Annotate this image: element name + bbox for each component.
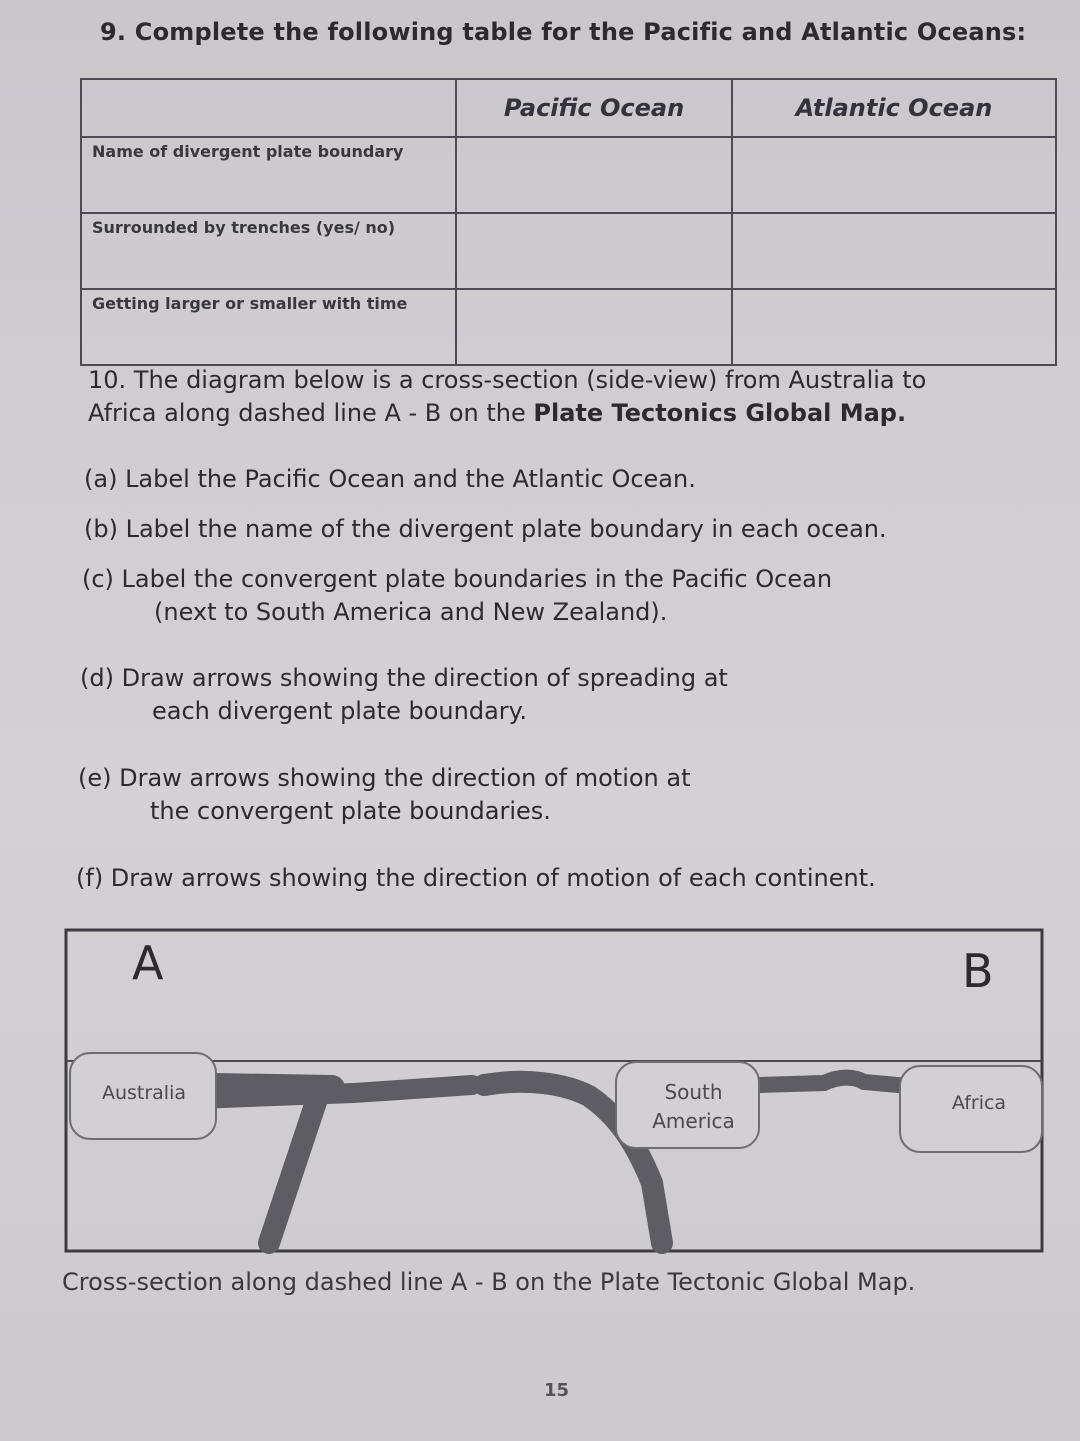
instruction-d-line2: each divergent plate boundary.: [152, 697, 528, 725]
plate-segment-atlantic: [759, 1078, 909, 1086]
row-label-trenches: Surrounded by trenches (yes/ no): [81, 213, 456, 289]
south-america-label-line2: America: [652, 1109, 735, 1133]
header-pacific-ocean: Pacific Ocean: [456, 79, 732, 137]
instruction-e-line2: the convergent plate boundaries.: [150, 797, 551, 825]
cross-section-drawing: [64, 928, 1044, 1254]
instruction-e: [78, 762, 691, 828]
table-header-row: [81, 79, 1056, 137]
instruction-c-line1: (c) Label the convergent plate boundaries in the Pacific Ocean: [82, 565, 833, 593]
cross-section-diagram: [64, 928, 1044, 1254]
header-atlantic-ocean: Atlantic Ocean: [732, 79, 1056, 137]
page-number: 15: [544, 1380, 570, 1401]
row-label-divergent-boundary: Name of divergent plate boundary: [81, 137, 456, 213]
ocean-comparison-table: [80, 78, 1057, 366]
map-name-bold: Plate Tectonics Global Map.: [533, 399, 907, 427]
question-10-text: 10. The diagram below is a cross-section (side-view) from Australia to Africa along dashed line A - B on the: [88, 366, 927, 427]
question-9-title: 9. Complete the following table for the Pacific and Atlantic Oceans:: [100, 18, 1027, 46]
instruction-f: (f) Draw arrows showing the direction of motion of each continent.: [76, 864, 876, 892]
africa-label: Africa: [951, 1092, 1007, 1114]
point-b-label: B: [962, 944, 994, 998]
instruction-c-line2: (next to South America and New Zealand).: [154, 598, 668, 626]
instruction-d-line1: (d) Draw arrows showing the direction of spreading at: [80, 664, 728, 692]
table-row: [81, 213, 1056, 289]
answer-cell-atlantic-divergent[interactable]: [732, 137, 1056, 213]
instruction-d: [80, 662, 728, 728]
descending-slab-west: [269, 1093, 319, 1243]
diagram-caption: Cross-section along dashed line A - B on the Plate Tectonic Global Map.: [62, 1268, 916, 1296]
table-row: [81, 289, 1056, 365]
answer-cell-atlantic-trenches[interactable]: [732, 213, 1056, 289]
answer-cell-pacific-divergent[interactable]: [456, 137, 732, 213]
australia-label: Australia: [101, 1082, 187, 1104]
instruction-a: (a) Label the Pacific Ocean and the Atlantic Ocean.: [84, 465, 696, 493]
answer-cell-pacific-trenches[interactable]: [456, 213, 732, 289]
question-10-intro: [88, 364, 988, 430]
point-a-label: A: [132, 936, 164, 990]
south-america-label-line1: South: [664, 1080, 723, 1104]
south-america-label: [636, 1078, 751, 1136]
row-label-size-change: Getting larger or smaller with time: [81, 289, 456, 365]
table-row: [81, 137, 1056, 213]
instruction-c: [82, 563, 832, 629]
answer-cell-pacific-size[interactable]: [456, 289, 732, 365]
instruction-e-line1: (e) Draw arrows showing the direction of motion at: [78, 764, 691, 792]
instruction-b: (b) Label the name of the divergent plate boundary in each ocean.: [84, 515, 887, 543]
answer-cell-atlantic-size[interactable]: [732, 289, 1056, 365]
empty-header-cell: [81, 79, 456, 137]
